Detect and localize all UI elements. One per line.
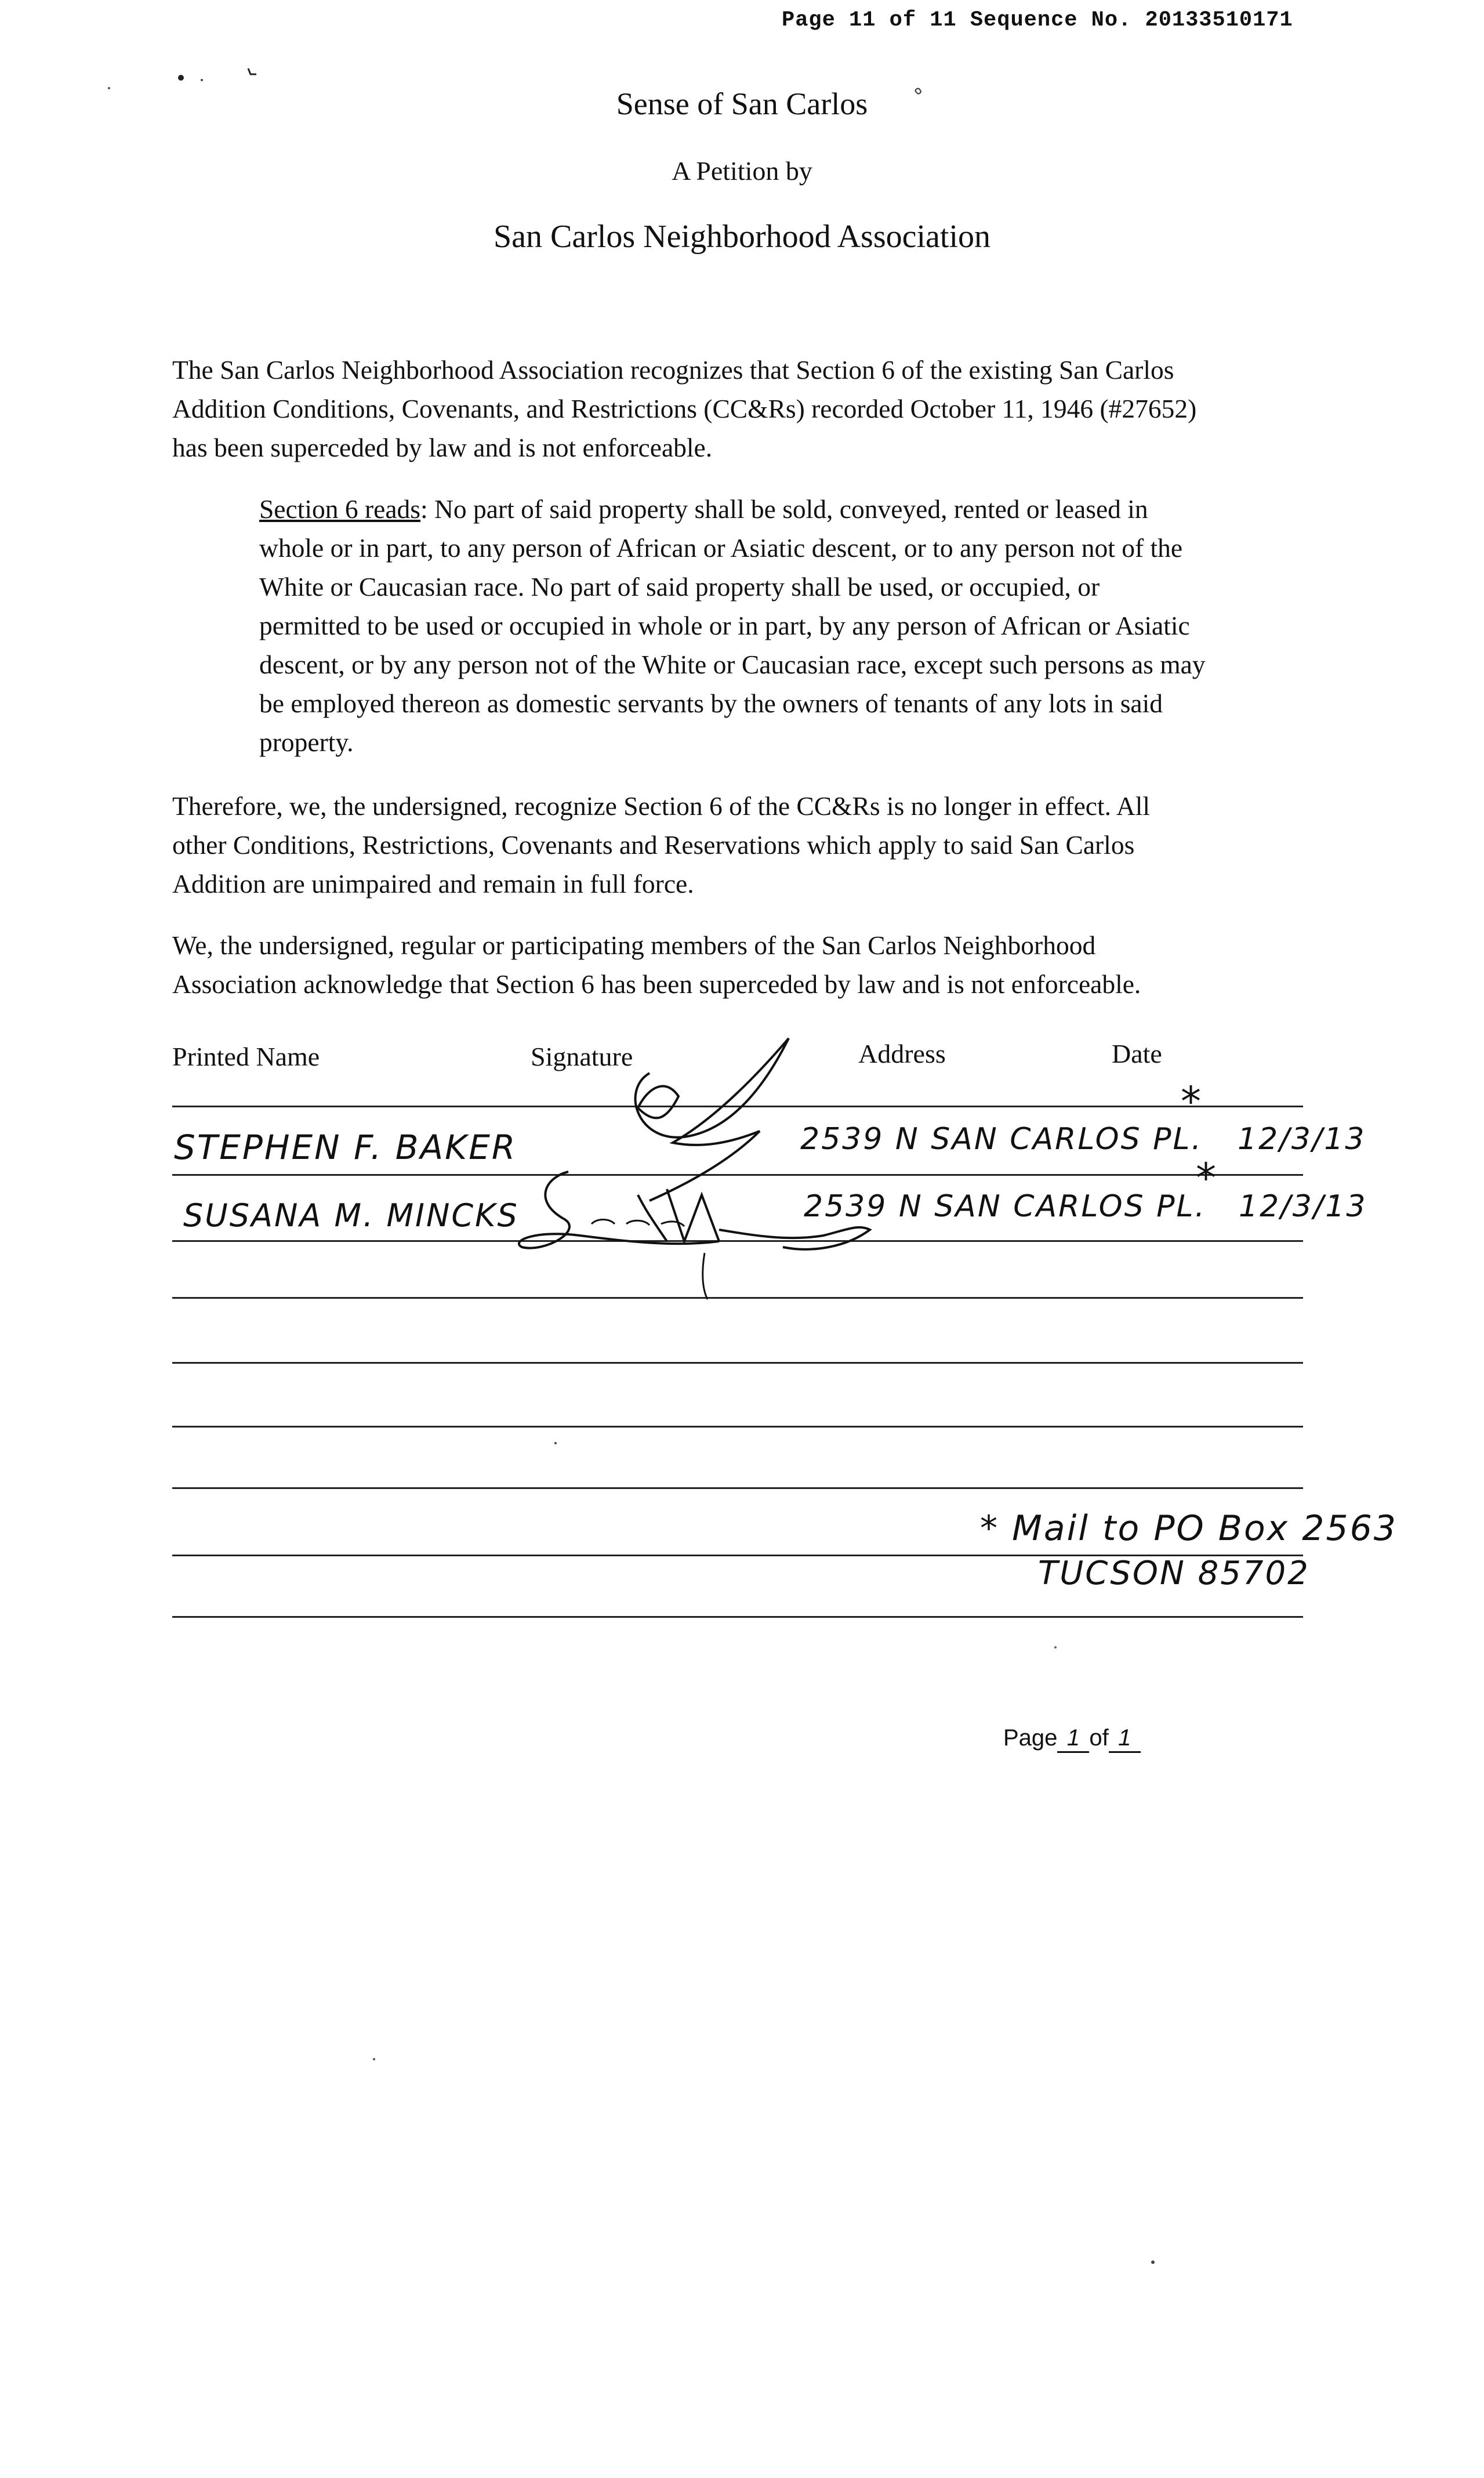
signer-address: 2539 N SAN CARLOS PL. (804, 1189, 1207, 1224)
column-header-signature: Signature (531, 1042, 633, 1071)
page-label: Page (1003, 1725, 1058, 1751)
column-header-date: Date (1112, 1039, 1162, 1068)
text-line: be employed thereon as domestic servants by the owners of tenants of any lots in said (259, 689, 1163, 718)
signature-mincks (510, 1154, 951, 1305)
text-line: permitted to be used or occupied in whole or in part, by any person of African or Asiatic (259, 611, 1190, 640)
signer-name: STEPHEN F. BAKER (174, 1128, 517, 1167)
section6-quote (259, 490, 1361, 762)
mailing-note-line2: TUCSON 85702 (1038, 1555, 1310, 1592)
text-line: Addition are unimpaired and remain in full force. (172, 869, 694, 899)
document-subtitle: A Petition by (672, 156, 812, 186)
mailing-note-line1: * Mail to PO Box 2563 (980, 1508, 1398, 1549)
page-total: 1 (1109, 1725, 1141, 1753)
text-line: We, the undersigned, regular or participating members of the San Carlos Neighborhood (172, 930, 1096, 960)
text-line: : No part of said property shall be sold, conveyed, rented or leased in (420, 494, 1148, 524)
signer-address: 2539 N SAN CARLOS PL. (800, 1122, 1203, 1157)
column-header-address: Address (858, 1039, 946, 1068)
intro-paragraph (172, 350, 1332, 467)
asterisk-mark: * (1196, 1154, 1218, 1202)
signature-line (172, 1616, 1303, 1618)
text-line: Addition Conditions, Covenants, and Restrictions (CC&Rs) recorded October 11, 1946 (#27652) (172, 394, 1197, 423)
fax-header: Page 11 of 11 Sequence No. 20133510171 (782, 8, 1293, 32)
signature-line (172, 1362, 1303, 1364)
text-line: other Conditions, Restrictions, Covenants and Reservations which apply to said San Carlos (172, 830, 1135, 860)
therefore-paragraph (172, 787, 1332, 903)
text-line: descent, or by any person not of the White or Caucasian race, except such persons as may (259, 650, 1206, 679)
page-of-label: of (1089, 1725, 1109, 1751)
text-line: The San Carlos Neighborhood Association recognizes that Section 6 of the existing San Carlos (172, 355, 1174, 385)
signature-line (172, 1426, 1303, 1428)
signature-line (172, 1487, 1303, 1489)
text-line: property. (259, 727, 354, 757)
column-header-printed-name: Printed Name (172, 1042, 320, 1071)
text-line: Therefore, we, the undersigned, recognize Section 6 of the CC&Rs is no longer in effect. All (172, 791, 1150, 821)
page-current: 1 (1057, 1725, 1089, 1753)
quote-heading: Section 6 reads (259, 494, 420, 524)
page-counter (1003, 1725, 1141, 1753)
document-title: Sense of San Carlos (616, 86, 868, 121)
signed-date: 12/3/13 (1239, 1189, 1367, 1224)
text-line: has been superceded by law and is not enforceable. (172, 433, 713, 462)
signed-date: 12/3/13 (1238, 1122, 1366, 1157)
text-line: White or Caucasian race. No part of said property shall be used, or occupied, or (259, 572, 1100, 602)
acknowledge-paragraph (172, 926, 1332, 1003)
organization-name: San Carlos Neighborhood Association (493, 219, 991, 255)
signer-name: SUSANA M. MINCKS (183, 1197, 519, 1234)
asterisk-mark: * (1181, 1078, 1203, 1125)
text-line: Association acknowledge that Section 6 has been superceded by law and is not enforceable. (172, 969, 1141, 999)
text-line: whole or in part, to any person of African or Asiatic descent, or to any person not of the (259, 533, 1183, 563)
